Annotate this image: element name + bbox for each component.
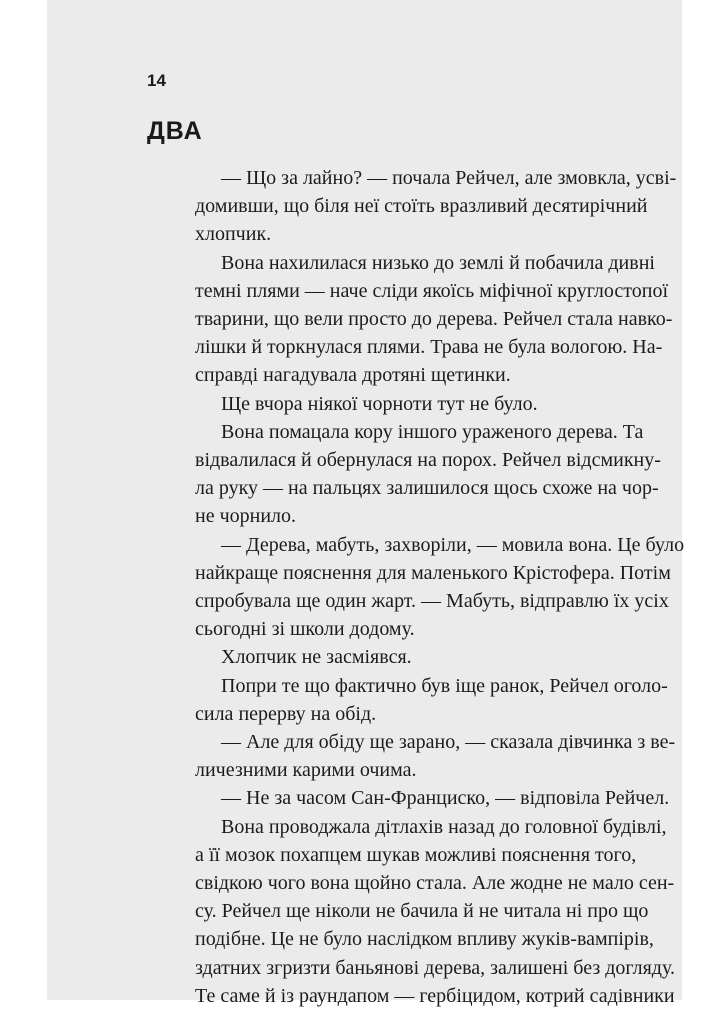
text-line: личезними карими очима. [195,759,417,782]
text-line: здатних згризти баньянові дерева, залишені без догляду. [195,956,675,979]
text-line: тварини, що вели просто до дерева. Рейчел стала навко- [195,308,673,330]
text-line: домивши, що біля неї стоїть вразливий десятирічний [195,195,648,218]
text-line: ла руку — на пальцях залишилося щось схоже на чор- [195,477,659,500]
text-line: Хлопчик не засміявся. [221,646,412,669]
book-page [47,0,685,1007]
text-line: не чорнило. [195,505,297,528]
text-line: су. Рейчел ще ніколи не бачила й не читала ні про що [195,900,649,923]
text-line: спробувала ще один жарт. — Мабуть, відправлю їх усіх [195,590,669,612]
text-line: свідкою чого вона щойно стала. Але жодне не мало сен- [195,872,675,894]
text-line: — Не за часом Сан-Франциско, — відповіла Рейчел. [221,787,670,810]
text-line: Вона нахилилася низько до землі й побачила дивні [221,251,655,274]
text-line: — Але для обіду ще зарано, — сказала дівчинка з ве- [221,731,676,753]
text-line: хлопчик. [195,223,272,246]
text-line: темні плями — наче сліди якоїсь міфічної круглостопої [195,279,669,302]
text-line: — Дерева, мабуть, захворіли, — мовила вона. Це було [221,533,685,556]
text-line: сила перерву на обід. [195,702,377,725]
text-line: лішки й торкнулася плями. Трава не була вологою. На- [195,336,663,359]
text-line: Ще вчора ніякої чорноти тут не було. [221,392,538,415]
text-line: справді нагадувала дротяні щетинки. [195,364,511,387]
text-line: відвалилася й обернулася на порох. Рейчел відсмикну- [195,449,661,471]
text-line: Вона помацала кору іншого ураженого дерева. Та [221,420,644,443]
chapter-title: ДВА [147,117,203,145]
text-line: сьогодні зі школи додому. [195,618,415,641]
text-line: а її мозок похапцем шукав можливі пояснення того, [195,843,637,866]
text-line: Попри те що фактично був іще ранок, Рейчел оголо- [221,674,668,697]
text-line: — Що за лайно? — почала Рейчел, але змовкла, усві- [221,167,677,189]
text-line: Вона проводжала дітлахів назад до головної будівлі, [221,815,667,838]
page-number: 14 [147,71,166,90]
text-line: подібне. Це не було наслідком впливу жуків-вампірів, [195,928,654,951]
text-line: найкраще пояснення для маленького Крістофера. Потім [195,561,671,584]
text-line: Те саме й із раундапом — гербіцидом, котрий садівники [195,984,675,1007]
